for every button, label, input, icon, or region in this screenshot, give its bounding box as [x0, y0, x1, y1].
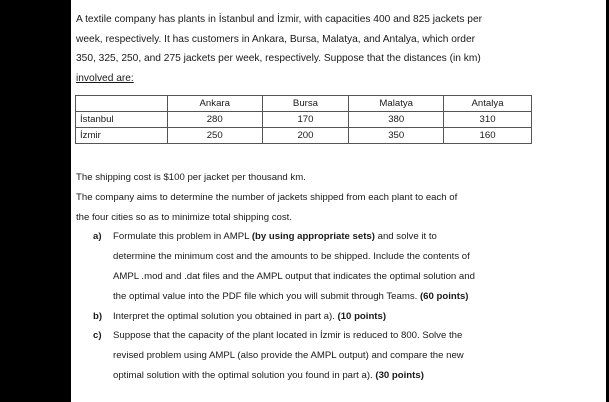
table-cell: 280: [167, 112, 262, 128]
question-a-line-2: determine the minimum cost and the amounts to be shipped. Include the contents of: [113, 251, 470, 263]
question-a-line-4: [113, 287, 596, 307]
table-row: [76, 112, 532, 128]
row-label-izmir: İzmir: [76, 128, 168, 144]
table-header-row: [76, 96, 532, 112]
table-row: [76, 128, 532, 144]
problem-intro: [76, 10, 596, 88]
objective-line-2: the four cities so as to minimize total shipping cost.: [76, 211, 292, 223]
shipping-cost-line: The shipping cost is $100 per jacket per thousand km.: [76, 172, 306, 183]
question-c-line-2: revised problem using AMPL (also provide the AMPL output) and compare the new: [113, 350, 464, 362]
question-a: [76, 227, 596, 306]
question-text: Formulate this problem in AMPL: [113, 231, 252, 243]
question-c: [76, 326, 596, 385]
question-marker: b): [93, 310, 103, 322]
question-list: [76, 227, 596, 385]
question-marker: a): [93, 231, 102, 243]
question-c-line-1: Suppose that the capacity of the plant located in İzmir is reduced to 800. Solve the: [113, 330, 463, 342]
intro-line-2: week, respectively. It has customers in Ankara, Bursa, Malatya, and Antalya, which order: [76, 33, 476, 45]
question-a-line-3: AMPL .mod and .dat files and the AMPL output that indicates the optimal solution and: [113, 270, 475, 282]
intro-line-3: 350, 325, 250, and 275 jackets per week, respectively. Suppose that the distances (in km): [76, 53, 481, 65]
table-cell: 160: [444, 128, 532, 144]
intro-line-4: involved are:: [76, 72, 134, 84]
question-a-line-1: [113, 227, 596, 247]
question-b: [76, 307, 596, 327]
table-header-corner: [76, 96, 168, 112]
question-points: (60 points): [419, 290, 469, 302]
document-page: [71, 0, 606, 402]
question-points: (10 points): [337, 310, 387, 322]
intro-line-1: A textile company has plants in İstanbul and İzmir, with capacities 400 and 825 jackets per: [76, 14, 483, 25]
table-cell: 170: [262, 112, 349, 128]
question-c-line-3: [113, 366, 596, 386]
problem-body: [76, 168, 596, 386]
table-cell: 350: [349, 128, 444, 144]
row-label-istanbul: İstanbul: [76, 112, 168, 128]
table-cell: 380: [349, 112, 444, 128]
table-cell: 200: [262, 128, 349, 144]
table-header-malatya: Malatya: [349, 96, 444, 112]
question-text: and solve it to: [374, 231, 437, 243]
question-text: Interpret the optimal solution you obtained in part a).: [113, 310, 338, 322]
question-text: optimal solution with the optimal solution you found in part a).: [113, 369, 376, 381]
question-emphasis: (by using appropriate sets): [251, 231, 375, 243]
objective-line-1: The company aims to determine the number of jackets shipped from each plant to each of: [76, 191, 458, 203]
distance-table: [75, 95, 532, 144]
table-cell: 310: [444, 112, 532, 128]
question-text: the optimal value into the PDF file which you will submit through Teams.: [113, 290, 420, 302]
question-marker: c): [93, 330, 102, 342]
table-header-antalya: Antalya: [444, 96, 532, 112]
table-header-ankara: Ankara: [167, 96, 262, 112]
table-cell: 250: [167, 128, 262, 144]
table-header-bursa: Bursa: [262, 96, 349, 112]
question-points: (30 points): [375, 369, 424, 381]
question-b-line-1: [113, 307, 596, 327]
